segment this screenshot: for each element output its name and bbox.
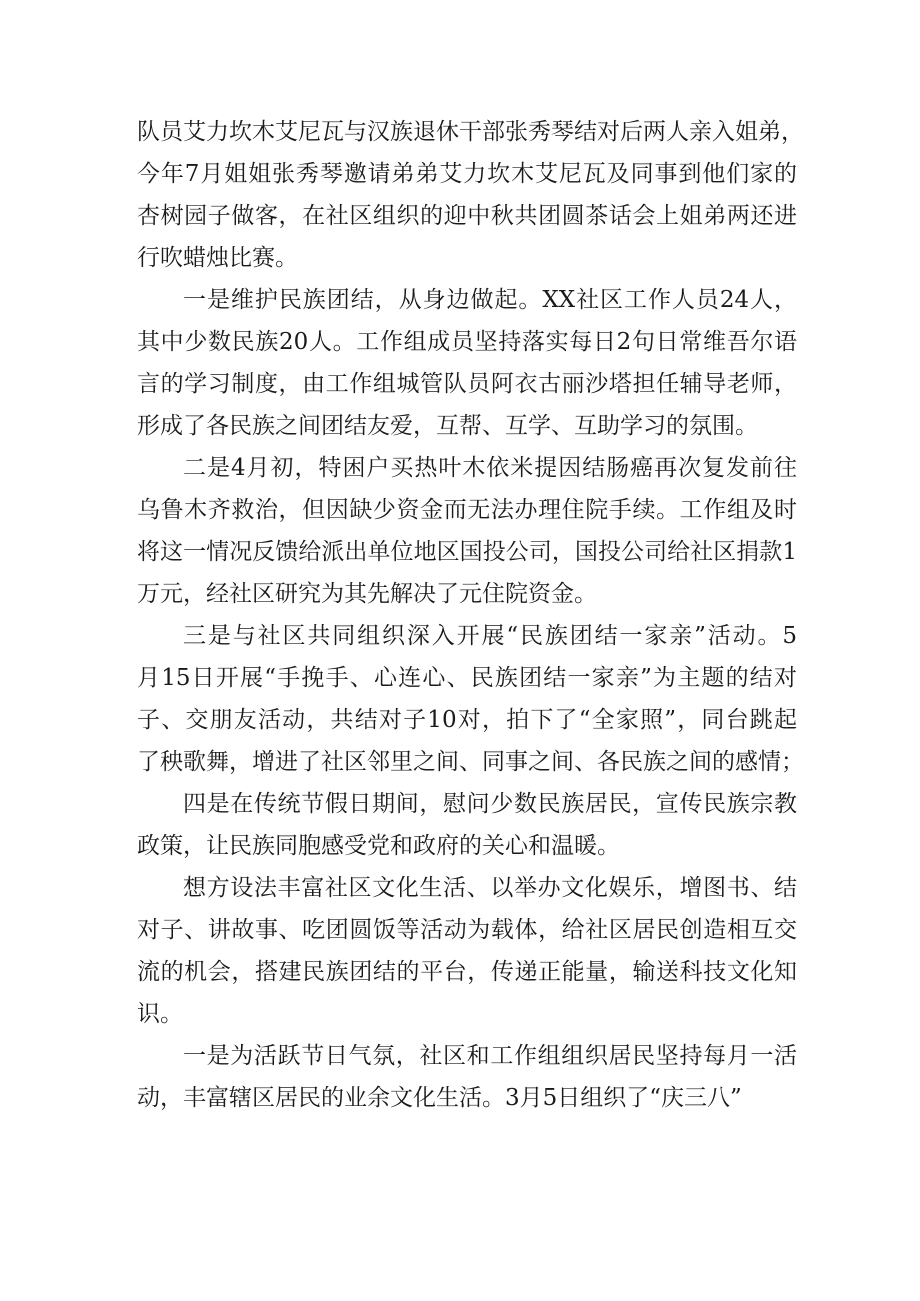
text-line: 了秧歌舞，增进了社区邻里之间、同事之间、各民族之间的感情；: [137, 749, 804, 775]
text-line: 乌鲁木齐救治，但因缺少资金而无法办理住院手续。工作组及时: [137, 497, 797, 523]
text-line: 四是在传统节假日期间，慰问少数民族居民，宣传民族宗教: [183, 791, 797, 817]
text-line: 行吹蜡烛比赛。: [137, 245, 298, 271]
text-line: 队员艾力坎木艾尼瓦与汉族退休干部张秀琴结对后两人亲入姐弟，: [137, 119, 804, 145]
text-line: 一是维护民族团结，从身边做起。XX社区工作人员24人，: [183, 287, 797, 313]
text-line: 流的机会，搭建民族团结的平台，传递正能量，输送科技文化知: [137, 959, 797, 985]
text-line: 一是为活跃节日气氛，社区和工作组组织居民坚持每月一活: [183, 1043, 797, 1069]
paragraph: [137, 279, 797, 447]
text-line: 识。: [137, 1001, 183, 1027]
text-line: 政策，让民族同胞感受党和政府的关心和温暖。: [137, 833, 620, 859]
paragraph: [137, 1035, 797, 1119]
text-line: 动，丰富辖区居民的业余文化生活。3月5日组织了“庆三八”: [137, 1085, 742, 1111]
text-line: 今年7月姐姐张秀琴邀请弟弟艾力坎木艾尼瓦及同事到他们家的: [137, 161, 797, 187]
text-line: 想方设法丰富社区文化生活、以举办文化娱乐，增图书、结: [183, 875, 797, 901]
text-line: 对子、讲故事、吃团圆饭等活动为载体，给社区居民创造相互交: [137, 917, 797, 943]
document-body: [137, 111, 804, 1119]
text-line: 二是4月初，特困户买热叶木依米提因结肠癌再次复发前往: [183, 455, 797, 481]
text-line: 万元，经社区研究为其先解决了元住院资金。: [137, 581, 597, 607]
paragraph: [137, 783, 797, 867]
text-line: 将这一情况反馈给派出单位地区国投公司，国投公司给社区捐款1: [137, 539, 797, 565]
text-line: 子、交朋友活动，共结对子10对，拍下了“全家照”，同台跳起: [137, 707, 797, 733]
text-line: 杏树园子做客，在社区组织的迎中秋共团圆茶话会上姐弟两还进: [137, 203, 797, 229]
text-line: 形成了各民族之间团结友爱，互帮、互学、互助学习的氛围。: [137, 413, 758, 439]
paragraph: [137, 447, 797, 615]
paragraph: [137, 615, 804, 783]
text-line: 三是与社区共同组织深入开展“民族团结一家亲”活动。5: [183, 623, 797, 649]
text-line: 月15日开展“手挽手、心连心、民族团结一家亲”为主题的结对: [137, 665, 797, 691]
text-line: 言的学习制度，由工作组城管队员阿衣古丽沙塔担任辅导老师，: [137, 371, 797, 397]
paragraph: [137, 111, 804, 279]
paragraph: [137, 867, 797, 1035]
text-line: 其中少数民族20人。工作组成员坚持落实每日2句日常维吾尔语: [137, 329, 797, 355]
